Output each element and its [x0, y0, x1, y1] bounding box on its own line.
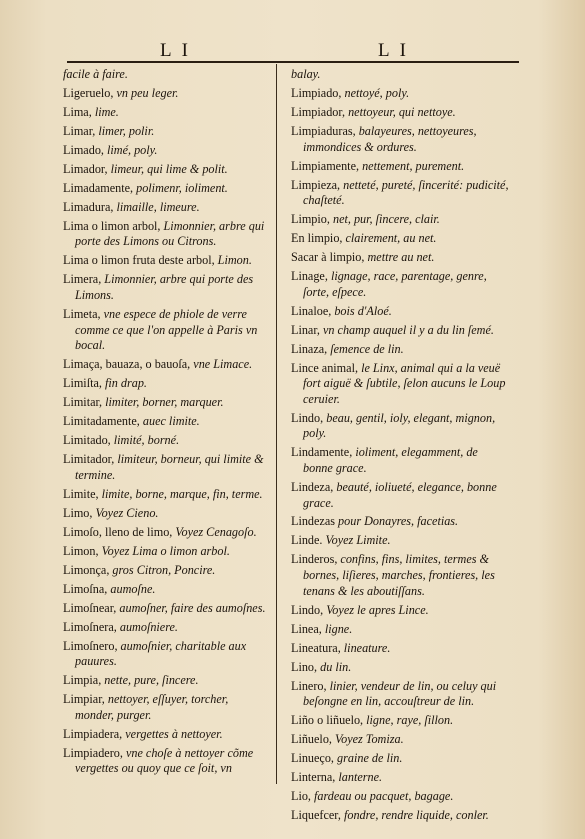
- dictionary-entry: [291, 361, 509, 408]
- headword: Lio,: [291, 789, 311, 804]
- definition: ligne, raye, ſillon.: [363, 713, 454, 728]
- definition: fondre, rendre liquide, conler.: [340, 808, 489, 823]
- definition: nettoyé, poly.: [341, 85, 410, 100]
- dictionary-entry: [291, 105, 509, 121]
- headword: Linaza,: [291, 341, 328, 356]
- definition: beau, gentil, ioly, elegant, mignon, poly.: [303, 410, 496, 441]
- definition: nettoyeur, qui nettoye.: [345, 104, 456, 119]
- dictionary-entry: [63, 582, 270, 598]
- definition: polimenr, ioliment.: [133, 180, 228, 195]
- dictionary-entry: [63, 563, 270, 579]
- dictionary-entry: [63, 67, 270, 83]
- definition: fardeau ou pacquet, bagage.: [310, 789, 454, 804]
- dictionary-entry: [63, 124, 270, 140]
- definition: balayeures, nettoyeures, immondices & ordures.: [303, 123, 477, 154]
- definition: Limon.: [214, 253, 252, 268]
- left-column: [63, 67, 270, 780]
- definition: mettre au net.: [364, 250, 435, 265]
- headword: Limitadamente,: [63, 414, 140, 429]
- dictionary-entry: [291, 86, 509, 102]
- definition: fin drap.: [101, 376, 147, 391]
- headword: Limar,: [63, 123, 96, 138]
- dictionary-entry: [63, 433, 270, 449]
- dictionary-entry: [291, 67, 509, 83]
- running-header: [0, 40, 585, 62]
- headword: Limpiadero,: [63, 745, 123, 760]
- dictionary-entry: [291, 732, 509, 748]
- headword: Liño o liñuelo,: [291, 713, 364, 728]
- dictionary-entry: [63, 673, 270, 689]
- definition: limité, borné.: [110, 433, 180, 448]
- headword: Limonça,: [63, 562, 110, 577]
- definition: graine de lin.: [333, 751, 403, 766]
- definition: ioliment, elegamment, de bonne grace.: [303, 445, 478, 475]
- dictionary-entry: [291, 124, 509, 155]
- headword: Linar,: [291, 322, 320, 337]
- dictionary-entry: [291, 751, 509, 767]
- dictionary-entry: [63, 143, 270, 159]
- headword: Linterna,: [291, 770, 336, 785]
- dictionary-entry: [291, 480, 509, 511]
- definition: ligne.: [321, 621, 353, 636]
- definition: netteté, pureté, ſincerité: pudicité, chaſteté.: [303, 177, 509, 208]
- dictionary-entry: [63, 525, 270, 541]
- dictionary-entry: [63, 727, 270, 743]
- headword: Lineatura,: [291, 640, 341, 655]
- dictionary-entry: [291, 411, 509, 442]
- definition: vne espece de phiole de verre comme ce que l'on appelle à Paris vn bocal.: [75, 307, 258, 353]
- definition: balay.: [291, 67, 321, 81]
- definition: Voyez Tomiza.: [331, 732, 404, 747]
- headword: Limado,: [63, 142, 104, 157]
- dictionary-entry: [63, 307, 270, 354]
- headword: Lima,: [63, 104, 92, 119]
- headword: Limon,: [63, 543, 99, 558]
- headword: Lino,: [291, 659, 318, 674]
- headword: Linero,: [291, 678, 327, 693]
- headword: Limadura,: [63, 199, 114, 214]
- headword: Limitar,: [63, 395, 103, 410]
- headword: Limpiamente,: [291, 158, 360, 173]
- headword: Limaça, bauaza, o bauoſa,: [63, 357, 191, 372]
- headword: Lima o limon arbol,: [63, 218, 161, 233]
- definition: lime.: [91, 104, 119, 119]
- dictionary-entry: [291, 713, 509, 729]
- definition: vn peu leger.: [113, 85, 179, 100]
- dictionary-entry: [291, 445, 509, 476]
- dictionary-entry: [291, 660, 509, 676]
- headword: Linderos,: [291, 552, 338, 567]
- dictionary-entry: [63, 601, 270, 617]
- headword: Limoſna,: [63, 581, 108, 596]
- definition: lineature.: [340, 640, 391, 655]
- definition: Voyez Lima o limon arbol.: [98, 543, 230, 558]
- definition: limaille, limeure.: [113, 199, 200, 214]
- dictionary-entry: [291, 533, 509, 549]
- dictionary-entry: [63, 86, 270, 102]
- dictionary-entry: [291, 808, 509, 824]
- dictionary-entry: [291, 603, 509, 619]
- dictionary-entry: [291, 250, 509, 266]
- dictionary-entry: [63, 487, 270, 503]
- definition: limiteur, borneur, qui limite & termine.: [75, 452, 264, 482]
- definition: lignage, race, parentage, genre, ſorte, eſpece.: [303, 269, 487, 299]
- headword: Linaloe,: [291, 303, 332, 318]
- headword: Liñuelo,: [291, 732, 332, 747]
- definition: vergettes à nettoyer.: [122, 726, 223, 741]
- headword: Limiſta,: [63, 376, 102, 391]
- definition: Voyez Cieno.: [92, 505, 159, 520]
- definition: vne Limace.: [190, 357, 253, 372]
- dictionary-entry: [291, 342, 509, 358]
- definition: clairement, au net.: [342, 231, 437, 246]
- headword: Limpiaduras,: [291, 123, 356, 138]
- dictionary-entry: [291, 304, 509, 320]
- dictionary-entry: [291, 269, 509, 300]
- definition: Voyez Cenagoſo.: [172, 524, 257, 539]
- definition: pour Donayres, facetias.: [335, 514, 459, 529]
- definition: Limonnier, arbre qui porte des Limons ou Citrons.: [75, 218, 265, 249]
- dictionary-entry: [63, 452, 270, 483]
- dictionary-entry: [291, 641, 509, 657]
- dictionary-entry: [291, 789, 509, 805]
- definition: aumoſniere.: [116, 619, 178, 634]
- headword: Limera,: [63, 272, 102, 287]
- dictionary-entry: [63, 395, 270, 411]
- definition: limer, polir.: [95, 123, 155, 138]
- definition: Voyez Limite.: [322, 533, 391, 548]
- definition: auec limite.: [139, 414, 200, 429]
- headword: Limitado,: [63, 433, 111, 448]
- headword: Limo,: [63, 505, 93, 520]
- definition: nette, pure, ſincere.: [101, 673, 199, 688]
- definition: le Linx, animal qui a la veuë fort aiguë & ſubtile, ſelon aucuns le Loup ceruier.: [303, 360, 506, 406]
- dictionary-entry: [63, 181, 270, 197]
- definition: linier, vendeur de lin, ou celuy qui beſongne en lin, accouſtreur de lin.: [303, 678, 497, 709]
- definition: bois d'Aloé.: [331, 303, 392, 318]
- dictionary-entry: [63, 639, 270, 670]
- dictionary-entry: [291, 159, 509, 175]
- headword: Limpiador,: [291, 104, 346, 119]
- dictionary-entry: [63, 357, 270, 373]
- dictionary-entry: [291, 514, 509, 530]
- dictionary-entry: [291, 212, 509, 228]
- headword: En limpio,: [291, 231, 343, 246]
- headword: Lince animal,: [291, 360, 359, 375]
- definition: ſemence de lin.: [327, 341, 404, 356]
- headword: Limpieza,: [291, 177, 341, 192]
- definition: confins, fins, limites, termes & bornes, liſieres, marches, frontieres, les tenans & les aboutiſſans.: [303, 552, 495, 598]
- headword: Limite,: [63, 486, 99, 501]
- headword: Limitador,: [63, 452, 115, 467]
- definition: du lin.: [317, 659, 352, 674]
- dictionary-entry: [63, 200, 270, 216]
- headword: Limoſnera,: [63, 619, 117, 634]
- dictionary-entry: [63, 692, 270, 723]
- headword: Linueço,: [291, 751, 334, 766]
- definition: lanterne.: [335, 770, 383, 785]
- definition: aumoſnier, charitable aux pauures.: [75, 638, 247, 669]
- headword: Limpiar,: [63, 692, 105, 707]
- headword: Limoſnear,: [63, 600, 117, 615]
- column-divider: [276, 64, 277, 784]
- definition: nettoyer, eſſuyer, torcher, monder, purger.: [75, 692, 229, 722]
- headword: Limpiadera,: [63, 726, 123, 741]
- definition: limé, poly.: [103, 142, 158, 157]
- headword: Liquefcer,: [291, 808, 341, 823]
- headword: Lindeza,: [291, 479, 334, 494]
- header-right: L I: [378, 40, 409, 61]
- definition: beauté, ioliueté, elegance, bonne grace.: [303, 479, 497, 510]
- headword: Limpio,: [291, 212, 330, 227]
- right-column: [291, 67, 509, 827]
- definition: aumoſner, faire des aumoſnes.: [116, 600, 266, 615]
- definition: Voyez le apres Lince.: [323, 602, 429, 617]
- headword: Limeta,: [63, 307, 101, 322]
- headword: Lindezas: [291, 514, 335, 529]
- dictionary-entry: [63, 414, 270, 430]
- definition: net, pur, ſincere, clair.: [329, 212, 440, 227]
- definition: gros Citron, Poncire.: [109, 562, 216, 577]
- dictionary-entry: [291, 323, 509, 339]
- dictionary-entry: [291, 552, 509, 599]
- dictionary-entry: [63, 506, 270, 522]
- headword: Limpia,: [63, 673, 102, 688]
- dictionary-entry: [291, 231, 509, 247]
- definition: nettement, purement.: [359, 158, 465, 173]
- headword: Ligeruelo,: [63, 85, 114, 100]
- dictionary-entry: [291, 178, 509, 209]
- definition: limiter, borner, marquer.: [102, 395, 224, 410]
- definition: vn champ auquel il y a du lin ſemé.: [319, 322, 494, 337]
- definition: aumoſne.: [107, 581, 156, 596]
- headword: Limoſnero,: [63, 638, 118, 653]
- dictionary-entry: [291, 622, 509, 638]
- headword: Lindo,: [291, 410, 324, 425]
- definition: facile à faire.: [63, 67, 128, 81]
- headword: Lindamente,: [291, 445, 353, 460]
- dictionary-entry: [63, 746, 270, 777]
- definition: vne choſe à nettoyer cõme vergettes ou quoy que ce ſoit, vn: [75, 745, 254, 776]
- definition: limeur, qui lime & polit.: [107, 161, 228, 176]
- headword: Lindo,: [291, 602, 324, 617]
- headword: Sacar à limpio,: [291, 250, 365, 265]
- headword: Linea,: [291, 621, 322, 636]
- header-rule: [67, 61, 519, 63]
- headword: Linde.: [291, 533, 323, 548]
- headword: Limadamente,: [63, 180, 134, 195]
- dictionary-entry: [63, 219, 270, 250]
- dictionary-entry: [63, 253, 270, 269]
- headword: Limador,: [63, 161, 108, 176]
- dictionary-entry: [63, 272, 270, 303]
- headword: Limoſo, lleno de limo,: [63, 524, 173, 539]
- headword: Lima o limon fruta deste arbol,: [63, 253, 215, 268]
- dictionary-entry: [63, 105, 270, 121]
- dictionary-entry: [291, 770, 509, 786]
- definition: limite, borne, marque, fin, terme.: [98, 486, 263, 501]
- definition: Limonnier, arbre qui porte des Limons.: [75, 272, 254, 303]
- dictionary-entry: [291, 679, 509, 710]
- dictionary-entry: [63, 620, 270, 636]
- header-left: L I: [160, 40, 191, 61]
- headword: Linage,: [291, 269, 328, 284]
- headword: Limpiado,: [291, 85, 342, 100]
- dictionary-entry: [63, 376, 270, 392]
- dictionary-entry: [63, 544, 270, 560]
- dictionary-entry: [63, 162, 270, 178]
